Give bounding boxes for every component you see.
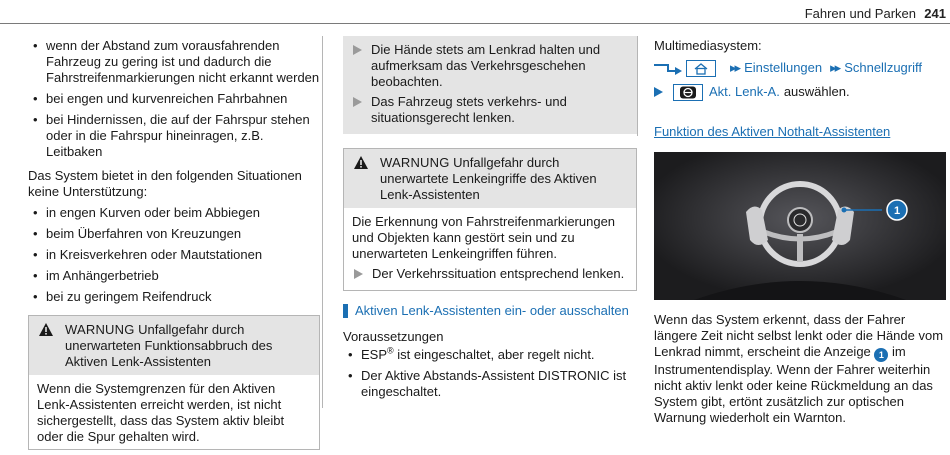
page-number: 241 <box>924 6 946 21</box>
instruction-arrow-icon <box>354 269 363 279</box>
instruction-text: Das Fahrzeug stets verkehrs- und situationsgerecht lenken. <box>371 94 567 125</box>
column-divider-left <box>322 36 323 408</box>
instruction-item <box>351 94 629 126</box>
steering-wheel-figure <box>654 152 946 300</box>
section-heading <box>343 303 637 319</box>
instruction-text: Die Hände stets am Lenkrad halten und aufmerksam das Verkehrsgeschehen beobachten. <box>371 42 601 89</box>
instruction-arrow-icon <box>353 97 362 107</box>
prerequisites-title: Voraussetzungen <box>343 329 444 344</box>
instruction-text: Der Verkehrssituation entsprechend lenken. <box>372 266 625 281</box>
warning-label: WARNUNG <box>380 155 450 170</box>
warning-body-text: Die Erkennung von Fahrstreifenmarkierungen und Objekten kann gestört sein und zu unerwarteten Lenkeingriffen führen. <box>352 214 616 261</box>
home-button[interactable] <box>686 60 716 77</box>
home-icon <box>687 61 715 76</box>
heading-bar <box>343 304 348 318</box>
section-title: Fahren und Parken <box>804 6 916 21</box>
warning-triangle-icon <box>39 323 53 336</box>
column-3 <box>654 38 944 426</box>
no-support-list <box>28 205 320 305</box>
instruction-arrow-icon <box>654 87 663 97</box>
select-option-label[interactable]: Akt. Lenk-A. <box>709 84 780 99</box>
function-heading: Funktion des Aktiven Nothalt-Assistenten <box>654 124 891 139</box>
prerequisites-list <box>343 347 637 400</box>
warning-title: Unfallgefahr durch unerwarteten Funktionsabbruch des Aktiven Lenk-Assistenten <box>65 322 273 369</box>
warning-triangle-icon <box>354 156 368 169</box>
column-1 <box>28 38 320 450</box>
double-chevron-icon: ▸▸ <box>830 60 840 75</box>
list-item: • wenn der Abstand zum vorausfahrenden Fahrzeug zu gering ist und dadurch die Fahrstreifenmarkierungen nicht erkannt werden <box>28 38 320 86</box>
steering-assist-icon <box>674 85 702 100</box>
column-2 <box>343 36 637 405</box>
instruction-arrow-icon <box>353 45 362 55</box>
nav-settings[interactable]: Einstellungen <box>744 60 823 75</box>
instruction-item <box>351 42 629 90</box>
select-row <box>654 82 944 102</box>
instruction-box <box>343 36 637 134</box>
list-item: • in Kreisverkehren oder Mautstationen <box>28 247 320 263</box>
menu-path-arrow-icon <box>654 61 682 75</box>
function-description: Wenn das System erkennt, dass der Fahrer längere Zeit nicht selbst lenkt oder die Hände vom Lenkrad nimmt, erscheint die Anzeige 1 im Instrumentendisplay. Wenn der Fahrer weiterhin nicht aktiv lenkt oder keine Rückmeldung an das System gibt, ertönt zusätzlich zur optischen Warnung wiederholt ein Warnton. <box>654 312 944 425</box>
warning-header <box>29 316 319 375</box>
list-item: • beim Überfahren von Kreuzungen <box>28 226 320 242</box>
list-item: • bei engen und kurvenreichen Fahrbahnen <box>28 91 320 107</box>
steering-wheel-illustration <box>654 152 946 300</box>
warning-title: Unfallgefahr durch unerwartete Lenkeingriffe des Aktiven Lenk-Assistenten <box>380 155 597 202</box>
instruction-item <box>352 266 628 282</box>
list-item: • ESP® ist eingeschaltet, aber regelt nicht. <box>343 347 637 363</box>
list-item: • in engen Kurven oder beim Abbiegen <box>28 205 320 221</box>
warning-box <box>343 148 637 291</box>
list-item: • bei zu geringem Reifendruck <box>28 289 320 305</box>
warning-header <box>344 149 636 208</box>
warning-label: WARNUNG <box>65 322 135 337</box>
warning-body <box>344 208 636 290</box>
list-item: • im Anhängerbetrieb <box>28 268 320 284</box>
no-support-intro: Das System bietet in den folgenden Situationen keine Unterstützung: <box>28 168 302 199</box>
column-divider-right <box>637 36 638 136</box>
section-heading-text: Aktiven Lenk-Assistenten ein- oder ausschalten <box>355 303 629 318</box>
figure-callout: 1 <box>893 205 901 217</box>
menu-label: Multimediasystem: <box>654 38 762 53</box>
steering-assist-button[interactable] <box>673 84 703 101</box>
warning-box <box>28 315 320 450</box>
nav-quick-access[interactable]: Schnellzugriff <box>844 60 922 75</box>
conditions-list <box>28 38 320 160</box>
list-item: • Der Aktive Abstands-Assistent DISTRONIC ist eingeschaltet. <box>343 368 637 400</box>
callout-badge: 1 <box>874 348 888 362</box>
double-chevron-icon: ▸▸ <box>730 60 740 75</box>
menu-path <box>654 58 944 78</box>
page-header <box>0 0 950 24</box>
warning-body: Wenn die Systemgrenzen für den Aktiven Lenk-Assistenten erreicht werden, ist nicht sichergestellt, dass das System aktiv bleibt oder die Spur gehalten wird. <box>37 381 285 444</box>
select-suffix: auswählen. <box>783 84 850 99</box>
list-item: • bei Hindernissen, die auf der Fahrspur stehen oder in die Fahrspur hineinragen, z.B. Leitbaken <box>28 112 320 160</box>
